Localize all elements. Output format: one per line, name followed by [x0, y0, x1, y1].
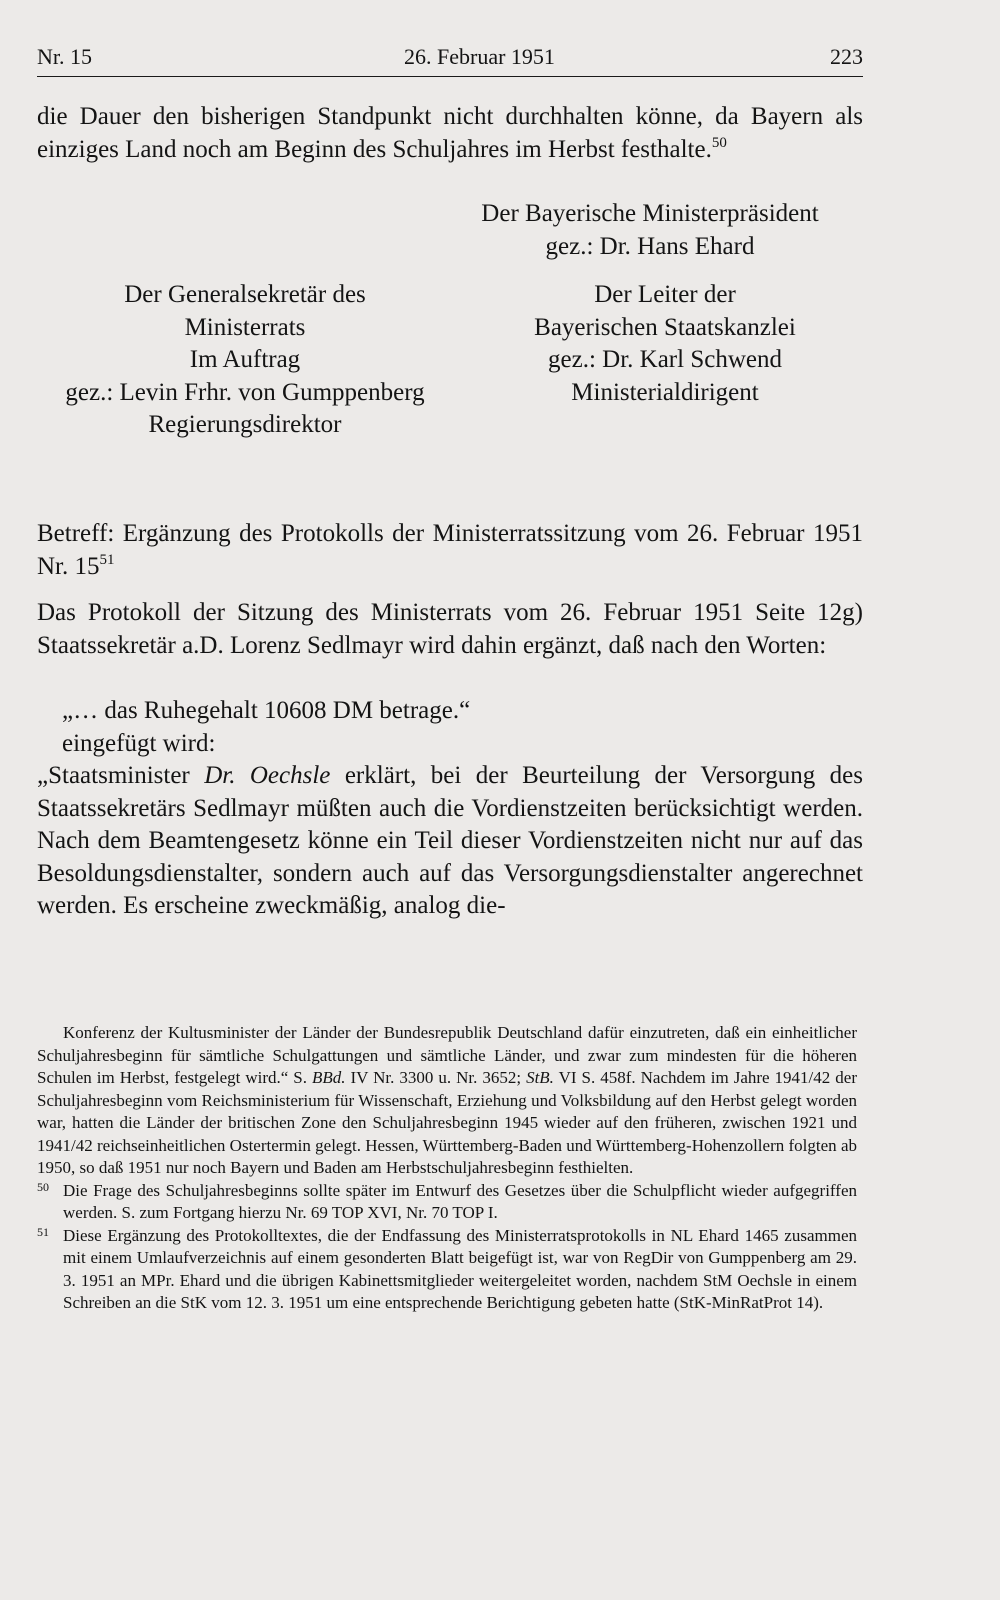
signature-rank: Regierungsdirektor	[148, 411, 342, 438]
signature-state-chancellery	[500, 279, 830, 409]
signature-title: Der Leiter der	[594, 281, 736, 308]
signature-title: Der Bayerische Ministerpräsident	[481, 200, 819, 227]
signature-title: Der Generalsekretär des	[124, 281, 366, 308]
subject-text: Betreff: Ergänzung des Protokolls der Ministerratssitzung vom 26. Februar 1951 Nr. 15	[37, 520, 863, 580]
footnote-number: 51	[37, 1224, 49, 1239]
footnote-ref-51: 51	[99, 551, 115, 568]
subject-line	[37, 518, 863, 583]
signature-minister-president	[460, 198, 840, 263]
footnote-text: Diese Ergänzung des Protokolltextes, die der Endfassung des Ministerratsprotokolls in NL Ehard 1465 zusammen mit einem Umlaufverzeichnis auf einem gesonderten Blatt beigefügt ist, war von RegDir von Gumppenberg am 29. 3. 1951 an MPr. Ehard und die übrigen Kabinettsmitglieder weitergeleitet worden, nachdem StM Oechsle in einem Schreiben an die StK vom 12. 3. 1951 um eine entsprechende Berichtigung gebeten hatte (StK-MinRatProt 14).	[63, 1225, 857, 1312]
signature-general-secretary	[40, 279, 450, 442]
running-header	[37, 44, 863, 77]
footnote-ref-50: 50	[711, 134, 727, 151]
footnote-number: 50	[37, 1179, 49, 1194]
quoted-words: „… das Ruhegehalt 10608 DM betrage.“	[62, 697, 471, 724]
signature-title: Ministerrats	[184, 313, 306, 341]
signature-mandate: Im Auftrag	[189, 346, 301, 373]
footnote-text: IV Nr. 3300 u. Nr. 3652;	[345, 1068, 527, 1087]
signature-name: gez.: Levin Frhr. von Gumppenberg	[65, 378, 425, 406]
intro-text: die Dauer den bisherigen Standpunkt nicht durchhalten könne, da Bayern als einziges Land noch am Beginn des Schuljahres im Herbst festhalte.	[37, 103, 863, 163]
footnotes	[37, 1022, 857, 1315]
protocol-paragraph: Das Protokoll der Sitzung des Ministerrats vom 26. Februar 1951 Seite 12g) Staatssekretär a.D. Lorenz Sedlmayr wird dahin ergänzt, daß nach den Worten:	[37, 599, 863, 659]
footnote-text: Konferenz der Kultusminister der Länder der Bundesrepublik Deutschland dafür einzutreten, daß ein einheitlicher Schuljahresbeginn für sämtliche Schulgattungen und sämtliche Länder, und zwar zum mindesten für die höheren Schulen im Herbst, festgelegt wird.“ S.	[37, 1023, 857, 1087]
signature-name: gez.: Dr. Hans Ehard	[545, 232, 755, 260]
footnote-51	[37, 1225, 857, 1315]
page-number: 223	[830, 44, 863, 69]
minister-name: Dr. Oechsle	[204, 762, 331, 789]
footnote-text: VI S. 458f. Nachdem im Jahre 1941/42 der Schuljahresbeginn vom Reichsministerium für Wissenschaft, Erziehung und Volksbildung auf den Herbst gelegt worden war, hatten die Länder der britischen Zone den Schuljahresbeginn 1945 wieder auf den früheren, zwischen 1921 und 1941/42 reichseinheitlichen Ostertermin gelegt. Hessen, Württemberg-Baden und Württemberg-Hohenzollern folgten ab 1950, so daß 1951 nur noch Bayern und Baden am Herbstschuljahresbeginn festhielten.	[37, 1068, 857, 1177]
source-abbrev: BBd.	[311, 1068, 346, 1087]
header-number: Nr. 15	[37, 44, 92, 69]
source-abbrev: StB.	[526, 1068, 554, 1087]
footnote-49-continuation	[37, 1022, 857, 1180]
statement-open: „Staatsminister	[37, 762, 205, 789]
header-date: 26. Februar 1951	[404, 44, 555, 69]
signature-name: gez.: Dr. Karl Schwend	[548, 346, 782, 373]
signature-title: Bayerischen Staatskanzlei	[534, 313, 796, 341]
intro-paragraph	[37, 101, 863, 166]
signature-rank: Ministerialdirigent	[571, 378, 759, 406]
footnote-50	[37, 1180, 857, 1225]
statement-paragraph	[37, 760, 863, 923]
footnote-text: Die Frage des Schuljahresbeginns sollte später im Entwurf des Gesetzes über die Schulpflicht wieder aufgegriffen werden. S. zum Fortgang hierzu Nr. 69 TOP XVI, Nr. 70 TOP I.	[63, 1180, 857, 1222]
insert-note: eingefügt wird:	[62, 730, 216, 757]
statement-text: erklärt, bei der Beurteilung der Versorgung des Staatssekretärs Sedlmayr müßten auch die Vordienstzeiten berücksichtigt werden. Nach dem Beamtengesetz könne ein Teil dieser Vordienstzeiten nicht nur auf das Besoldungsdienstalter, sondern auch auf das Versorgungsdienstalter angerechnet werden. Es erscheine zweckmäßig, analog die-	[37, 762, 863, 919]
